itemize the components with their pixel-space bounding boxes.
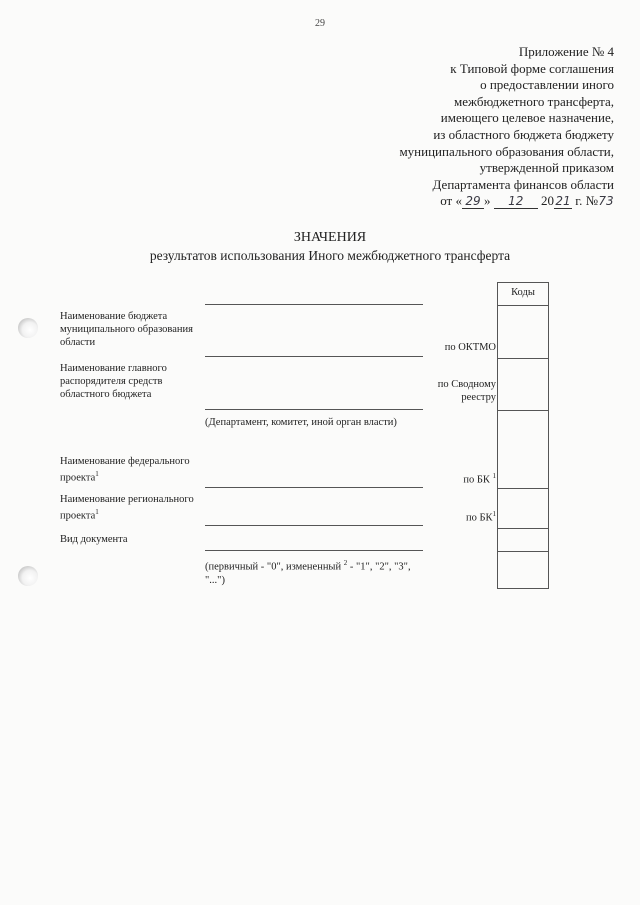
label-budget-name: Наименование бюджета муниципального образования области <box>60 311 193 348</box>
note-department: (Департамент, комитет, иной орган власти) <box>205 417 397 428</box>
label-svodny-reestr: по Сводному реестру <box>437 379 496 403</box>
order-number-prefix: г. № <box>575 193 598 209</box>
date-month-handwritten: 12 <box>494 195 538 209</box>
date-prefix: от « <box>440 193 462 209</box>
field-underline <box>205 550 423 551</box>
appendix-line: к Типовой форме соглашения <box>450 60 614 76</box>
codes-row-divider <box>498 528 548 529</box>
appendix-line: утвержденной приказом <box>479 160 614 176</box>
label-bk-regional: по $БК^1$ <box>465 510 496 524</box>
appendix-line: муниципального образования области, <box>399 143 614 159</box>
field-underline <box>205 525 423 526</box>
date-year-handwritten: 21 <box>555 194 571 209</box>
appendix-header <box>399 44 614 210</box>
field-underline <box>205 304 423 305</box>
label-oktmo: по ОКТМО <box>444 342 496 353</box>
appendix-line: Приложение № 4 <box>518 44 614 59</box>
punch-hole <box>18 318 38 338</box>
label-main-manager: Наименование главного распорядителя средств областного бюджета <box>60 363 167 400</box>
codes-row-divider <box>498 358 548 359</box>
codes-row-divider <box>498 551 548 552</box>
appendix-line: из областного бюджета бюджету <box>433 126 614 142</box>
appendix-line: о предоставлении иного <box>480 77 614 93</box>
appendix-date-line <box>399 193 614 210</box>
codes-row-divider <box>498 488 548 489</box>
appendix-line: Департамента финансов области <box>432 176 614 192</box>
label-regional-project: Наименование регионального проекта$^1$ <box>60 494 194 522</box>
appendix-line: межбюджетного трансферта, <box>454 93 614 109</box>
codes-row-divider <box>498 410 548 411</box>
document-title: ЗНАЧЕНИЯ <box>293 230 367 245</box>
label-federal-project: Наименование федерального проекта$^1$ <box>60 456 190 484</box>
field-underline <box>205 487 423 488</box>
field-underline <box>205 356 423 357</box>
field-underline <box>205 409 423 410</box>
document-subtitle: результатов использования Иного межбюджетного трансферта <box>149 248 511 263</box>
codes-row-divider <box>498 305 548 306</box>
label-bk-federal: по БК $^1$ <box>463 472 496 486</box>
label-doc-type: Вид документа <box>60 534 128 545</box>
date-mid: » <box>483 193 491 209</box>
note-doc-type: (первичный - "0", измененный $^2$ - "1", "2", "3", "...") <box>205 559 411 586</box>
date-year-prefix: 20 <box>540 193 554 209</box>
punch-hole <box>18 566 38 586</box>
page-number: 29 <box>315 18 325 29</box>
order-number-handwritten: 73 <box>598 194 614 209</box>
appendix-line: имеющего целевое назначение, <box>440 110 614 126</box>
date-day-handwritten: 29 <box>462 195 484 209</box>
codes-header: Коды <box>511 287 535 298</box>
codes-table <box>497 282 549 589</box>
